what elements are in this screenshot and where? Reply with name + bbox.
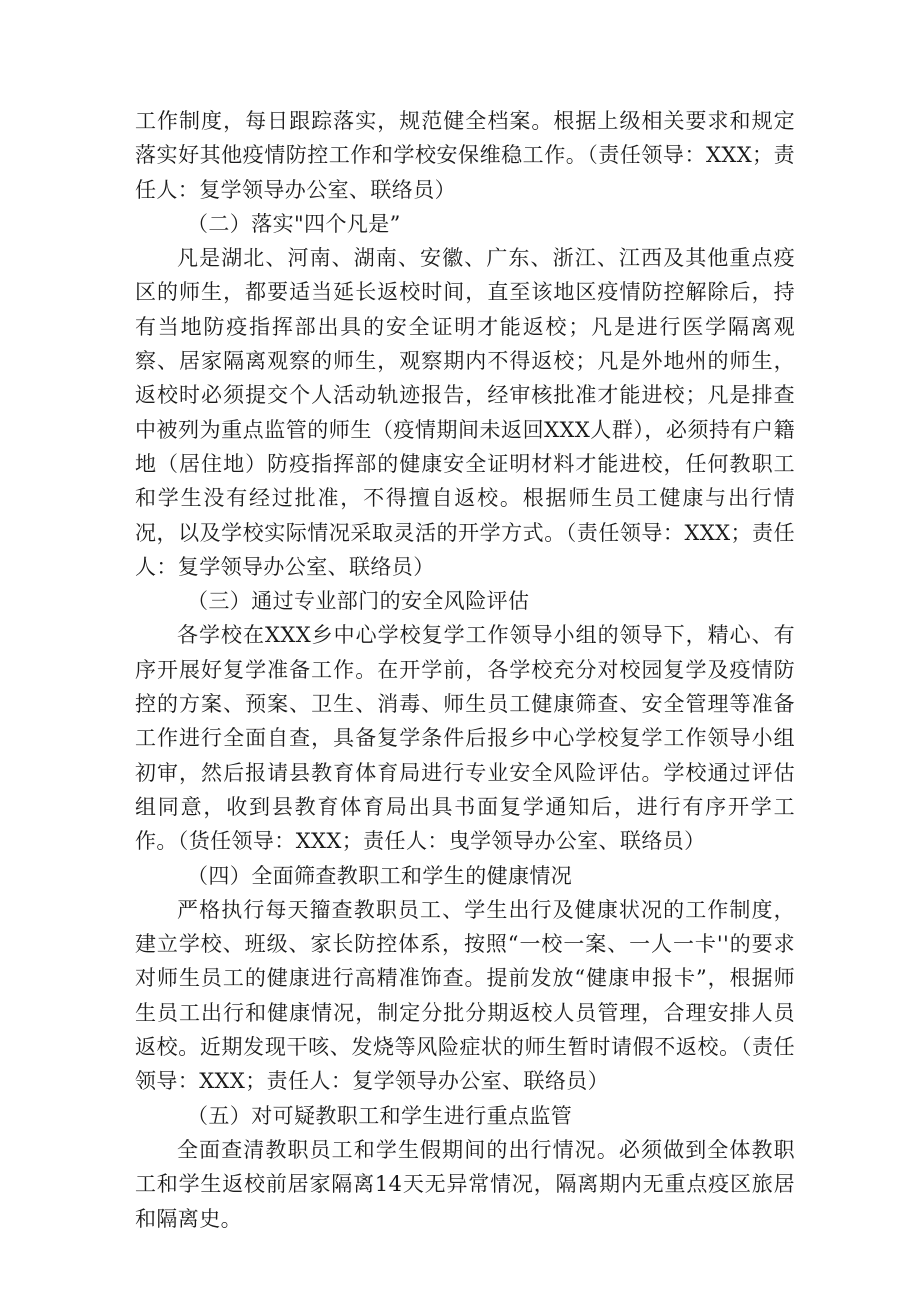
paragraph-section-2: 凡是湖北、河南、湖南、安徽、广东、浙江、江西及其他重点疫区的师生，都要适当延长返校时间，直至该地区疫情防控解除后，持有当地防疫指挥部出具的安全证明才能返校；凡是进行医学隔离观察、居家隔离观察的师生，观察期内不得返校；凡是外地州的师生，返校时必须提交个人活动轨迹报告，经审核批准才能进校；凡是排查中被列为重点监管的师生（疫情期间未返回XXX人群），必须持有户籍地（居住地）防疫指挥部的健康安全证明材料才能进校，任何教职工和学生没有经过批准，不得擅自返校。根据师生员工健康与出行情况，以及学校实际情况采取灵活的开学方式。（责任领导：XXX；责任人：复学领导办公室、联络员） <box>135 246 795 579</box>
section-heading-4: （四）全面筛查教职工和学生的健康情况 <box>187 863 573 888</box>
paragraph-intro: 工作制度，每日跟踪落实，规范健全档案。根据上级相关要求和规定落实好其他疫情防控工作和学校安保维稳工作。（责任领导：XXX；责任人：复学领导办公室、联络员） <box>135 109 795 202</box>
paragraph-section-5: 全面查清教职员工和学生假期间的出行情况。必须做到全体教职工和学生返校前居家隔离14天无异常情况，隔离期内无重点疫区旅居和隔离史。 <box>135 1137 795 1231</box>
paragraph-section-3: 各学校在XXX乡中心学校复学工作领导小组的领导下，精心、有序开展好复学准备工作。在开学前，各学校充分对校园复学及疫情防控的方案、预案、卫生、消毒、师生员工健康筛查、安全管理等准备工作进行全面自查，具备复学条件后报乡中心学校复学工作领导小组初审，然后报请县教育体育局进行专业安全风险评估。学校通过评估组同意，收到县教育体育局出具书面复学通知后，进行有序开学工作。（货任领导：XXX；责任人：曳学领导办公室、联络员） <box>135 623 795 854</box>
section-heading-5: （五）对可疑教职工和学生进行重点监管 <box>187 1103 573 1128</box>
paragraph-section-4: 严格执行每天籀查教职员工、学生出行及健康状况的工作制度，建立学校、班级、家长防控体系，按照“一校一案、一人一卡''的要求对师生员工的健康进行高精准饰查。提前发放“健康申报卡”，根据师生员工出行和健康情况，制定分批分期返校人员管理，合理安排人员返校。近期发现干咳、发烧等风险症状的师生暂时请假不返校。（责任领导：XXX；责任人：复学领导办公室、联络员） <box>135 897 795 1094</box>
section-heading-2: （二）落实"四个凡是” <box>187 211 401 236</box>
section-heading-3: （三）通过专业部门的安全风险评估 <box>187 589 530 614</box>
document-body <box>135 104 795 1236</box>
